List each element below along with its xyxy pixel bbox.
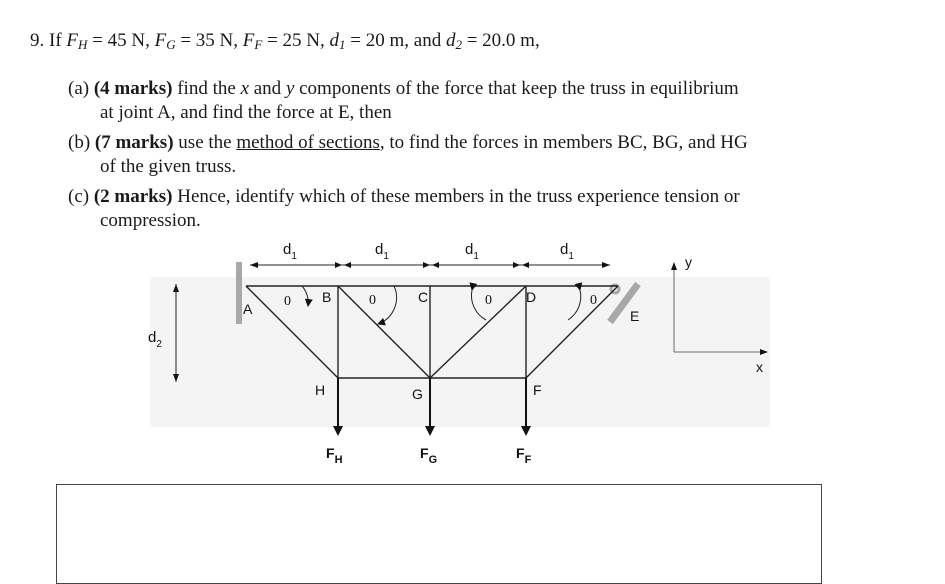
joint-f-label: F <box>533 382 542 398</box>
part-a-line2: at joint A, and find the force at E, then <box>100 102 392 123</box>
part-c-text1: Hence, identify which of these members in the truss experience tension or <box>177 186 740 207</box>
spacing-label-3: $d_1$ <box>465 241 479 262</box>
load-arrowhead-f <box>521 426 531 436</box>
part-c-line2: compression. <box>100 210 201 231</box>
dim-arrow-left <box>250 262 258 268</box>
part-c <box>68 185 868 233</box>
d2-subscript: 2 <box>455 37 462 52</box>
ff-subscript: F <box>254 37 263 52</box>
spacing-label-4: $d_1$ <box>560 241 574 262</box>
joint-a-label: A <box>243 301 253 317</box>
truss-diagram <box>140 232 790 482</box>
part-a-text1: find the <box>177 78 236 99</box>
support-a <box>236 262 242 324</box>
fg-value: = 35 N, <box>180 30 239 51</box>
part-a-and: and <box>253 78 282 99</box>
y-axis-arrow <box>671 262 677 270</box>
d1-subscript: 1 <box>339 37 346 52</box>
d1-symbol: d <box>329 30 340 51</box>
dim-arrow-right <box>602 262 610 268</box>
part-b <box>68 131 868 179</box>
fg-subscript: G <box>166 37 176 52</box>
joint-e-label: E <box>630 308 640 324</box>
load-label-h: $F_H$ <box>326 445 343 466</box>
part-b-line2: of the given truss. <box>100 156 237 177</box>
angle-label-1: 0 <box>284 294 291 309</box>
joint-h-label: H <box>315 382 326 398</box>
load-arrowhead-h <box>333 426 343 436</box>
method-of-sections-link: method of sections <box>236 132 380 153</box>
part-a-x: x <box>240 78 249 99</box>
part-c-label: (c) <box>68 186 90 207</box>
spacing-label-2: $d_1$ <box>375 241 389 262</box>
spacing-label-1: $d_1$ <box>283 241 297 262</box>
part-b-marks: (7 marks) <box>94 132 174 153</box>
fh-value: = 45 N, <box>92 30 150 51</box>
y-axis-label: y <box>685 254 692 270</box>
part-b-text2: , to find the forces in members BC, BG, and HG <box>379 132 748 153</box>
joint-c-label: C <box>418 289 429 305</box>
part-b-text1: use the <box>178 132 232 153</box>
part-a-label: (a) <box>68 78 90 99</box>
d2-symbol: d <box>445 30 456 51</box>
d2-value: = 20.0 m, <box>466 30 540 51</box>
fh-subscript: H <box>78 37 88 52</box>
fg-symbol: F <box>154 30 167 51</box>
angle-label-4: 0 <box>590 293 597 308</box>
fh-symbol: F <box>66 30 79 51</box>
part-a-y: y <box>285 78 295 99</box>
d1-value: = 20 m, and <box>350 30 442 51</box>
part-a <box>68 77 868 125</box>
question-statement <box>30 30 540 56</box>
angle-label-2: 0 <box>369 293 376 308</box>
joint-d-label: D <box>526 289 537 305</box>
load-label-f: $F_F$ <box>516 445 532 466</box>
angle-label-3: 0 <box>485 293 492 308</box>
part-a-marks: (4 marks) <box>93 78 173 99</box>
joint-b-label: B <box>322 289 332 305</box>
height-label: $d_2$ <box>148 329 162 350</box>
x-axis-label: x <box>756 359 763 375</box>
answer-box[interactable] <box>56 484 822 584</box>
part-c-marks: (2 marks) <box>93 186 173 207</box>
load-label-g: $F_G$ <box>420 445 438 466</box>
intro-prefix: If <box>49 30 62 51</box>
joint-g-label: G <box>412 386 423 402</box>
ff-value: = 25 N, <box>267 30 325 51</box>
question-number: 9. <box>30 30 45 51</box>
ff-symbol: F <box>242 30 255 51</box>
load-arrowhead-g <box>425 426 435 436</box>
part-a-text2: components of the force that keep the truss in equilibrium <box>299 78 739 99</box>
part-b-label: (b) <box>68 132 91 153</box>
